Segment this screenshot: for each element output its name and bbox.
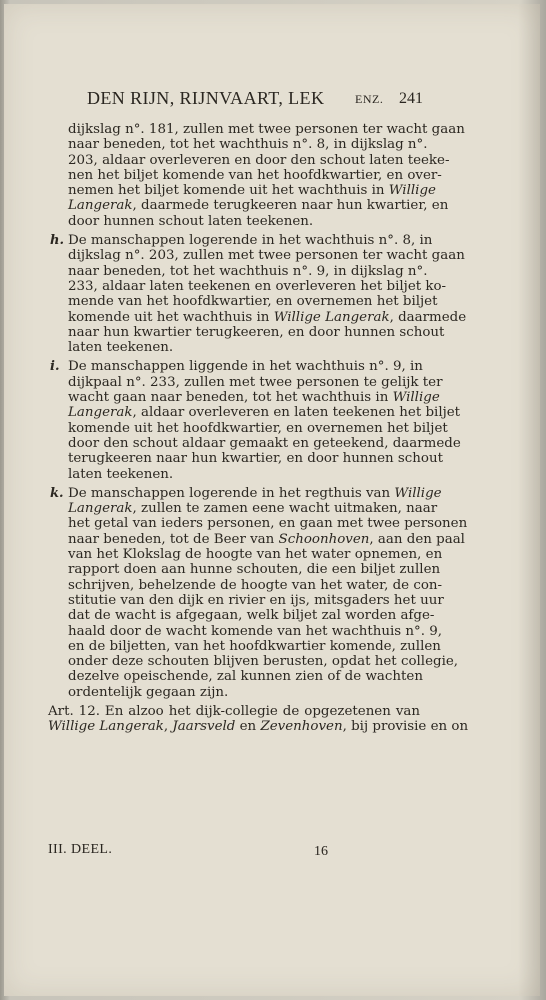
paragraph-marker: i. <box>50 359 60 375</box>
text-line: Willige Langerak, Jaarsveld en Zevenhoven, bij provisie en on <box>48 719 469 735</box>
paragraph-2 <box>50 233 467 356</box>
book-page <box>4 4 540 996</box>
text-line: laten teekenen. <box>68 466 174 482</box>
text-line: van het Klokslag de hoogte van het water opnemen, en <box>68 547 443 563</box>
page-body <box>48 122 469 739</box>
text-line: het getal van ieders personen, en gaan met twee personen <box>68 516 468 532</box>
header-enz: ENZ. <box>355 92 384 106</box>
paragraph-4 <box>50 485 468 700</box>
text-line: 233, aldaar laten teekenen en overleveren het biljet ko- <box>68 278 447 294</box>
text-line: De manschappen logerende in het wachthuis n°. 8, in <box>68 233 433 249</box>
text-line: dezelve opeischende, zal kunnen zien of de wachten <box>68 669 423 685</box>
text-line: schrijven, behelzende de hoogte van het water, de con- <box>68 577 443 593</box>
footer-signature: 16 <box>314 844 328 859</box>
footer-part: III. DEEL. <box>48 842 113 857</box>
text-line: dat de wacht is afgegaan, welk biljet zal worden afge- <box>68 608 435 624</box>
text-line: Langerak, zullen te zamen eene wacht uitmaken, naar <box>68 501 438 517</box>
text-line: naar hun kwartier terugkeeren, en door hunnen schout <box>68 324 445 340</box>
paragraph-gap <box>68 735 420 739</box>
text-line: wacht gaan naar beneden, tot het wachthuis in Willige <box>68 390 440 406</box>
text-line: haald door de wacht komende van het wachthuis n°. 9, <box>68 623 443 639</box>
text-line: dijkslag n°. 181, zullen met twee personen ter wacht gaan <box>68 122 465 137</box>
text-line: stitutie van den dijk en rivier en ijs, mitsgaders het uur <box>68 592 444 608</box>
header-title: DEN RIJN, RIJNVAART, LEK <box>87 88 325 108</box>
paragraph-marker: k. <box>50 485 64 501</box>
text-line: Langerak, aldaar overleveren en laten teekenen het biljet <box>68 405 461 421</box>
text-line: terugkeeren naar hun kwartier, en door hunnen schout <box>68 451 443 467</box>
paragraph-3 <box>50 359 461 482</box>
text-line: naar beneden, tot het wachthuis n°. 8, in dijkslag n°. <box>68 137 428 153</box>
text-line: komende uit het wachthuis in Willige Langerak, daarmede <box>68 309 467 325</box>
page-number: 241 <box>399 90 423 107</box>
text-line: door den schout aldaar gemaakt en geteekend, daarmede <box>68 435 461 451</box>
page-footer <box>48 842 428 862</box>
text-line: dijkpaal n°. 233, zullen met twee personen te gelijk ter <box>68 374 443 390</box>
text-line: en de biljetten, van het hoofdkwartier komende, zullen <box>68 638 441 654</box>
text-line: Langerak, daarmede terugkeeren naar hun kwartier, en <box>68 198 449 214</box>
text-line: Art. 12. En alzoo het dijk-collegie de opgezetenen van <box>48 703 420 719</box>
text-line: De manschappen logerende in het regthuis van Willige <box>68 485 442 501</box>
text-line: naar beneden, tot het wachthuis n°. 9, in dijkslag n°. <box>68 263 428 279</box>
text-line: naar beneden, tot de Beer van Schoonhoven, aan den paal <box>68 531 465 547</box>
text-line: rapport doen aan hunne schouten, die een biljet zullen <box>68 562 441 578</box>
text-line: nen het biljet komende van het hoofdkwartier, en over- <box>68 167 442 183</box>
running-header <box>87 88 437 112</box>
text-line: nemen het biljet komende uit het wachthuis in Willige <box>68 183 436 199</box>
text-line: onder deze schouten blijven berusten, opdat het collegie, <box>68 654 459 670</box>
text-line: laten teekenen. <box>68 340 174 356</box>
text-line: komende uit het hoofdkwartier, en overnemen het biljet <box>68 420 448 436</box>
article-paragraph <box>48 703 469 735</box>
text-line: mende van het hoofdkwartier, en overnemen het biljet <box>68 294 438 310</box>
paragraph-1 <box>68 122 465 229</box>
text-line: ordentelijk gegaan zijn. <box>68 684 229 700</box>
paragraph-marker: h. <box>50 233 64 249</box>
text-line: De manschappen liggende in het wachthuis n°. 9, in <box>68 359 423 375</box>
text-line: 203, aldaar overleveren en door den schout laten teeke- <box>68 152 450 168</box>
text-line: door hunnen schout laten teekenen. <box>68 213 314 229</box>
text-line: dijkslag n°. 203, zullen met twee personen ter wacht gaan <box>68 248 465 264</box>
